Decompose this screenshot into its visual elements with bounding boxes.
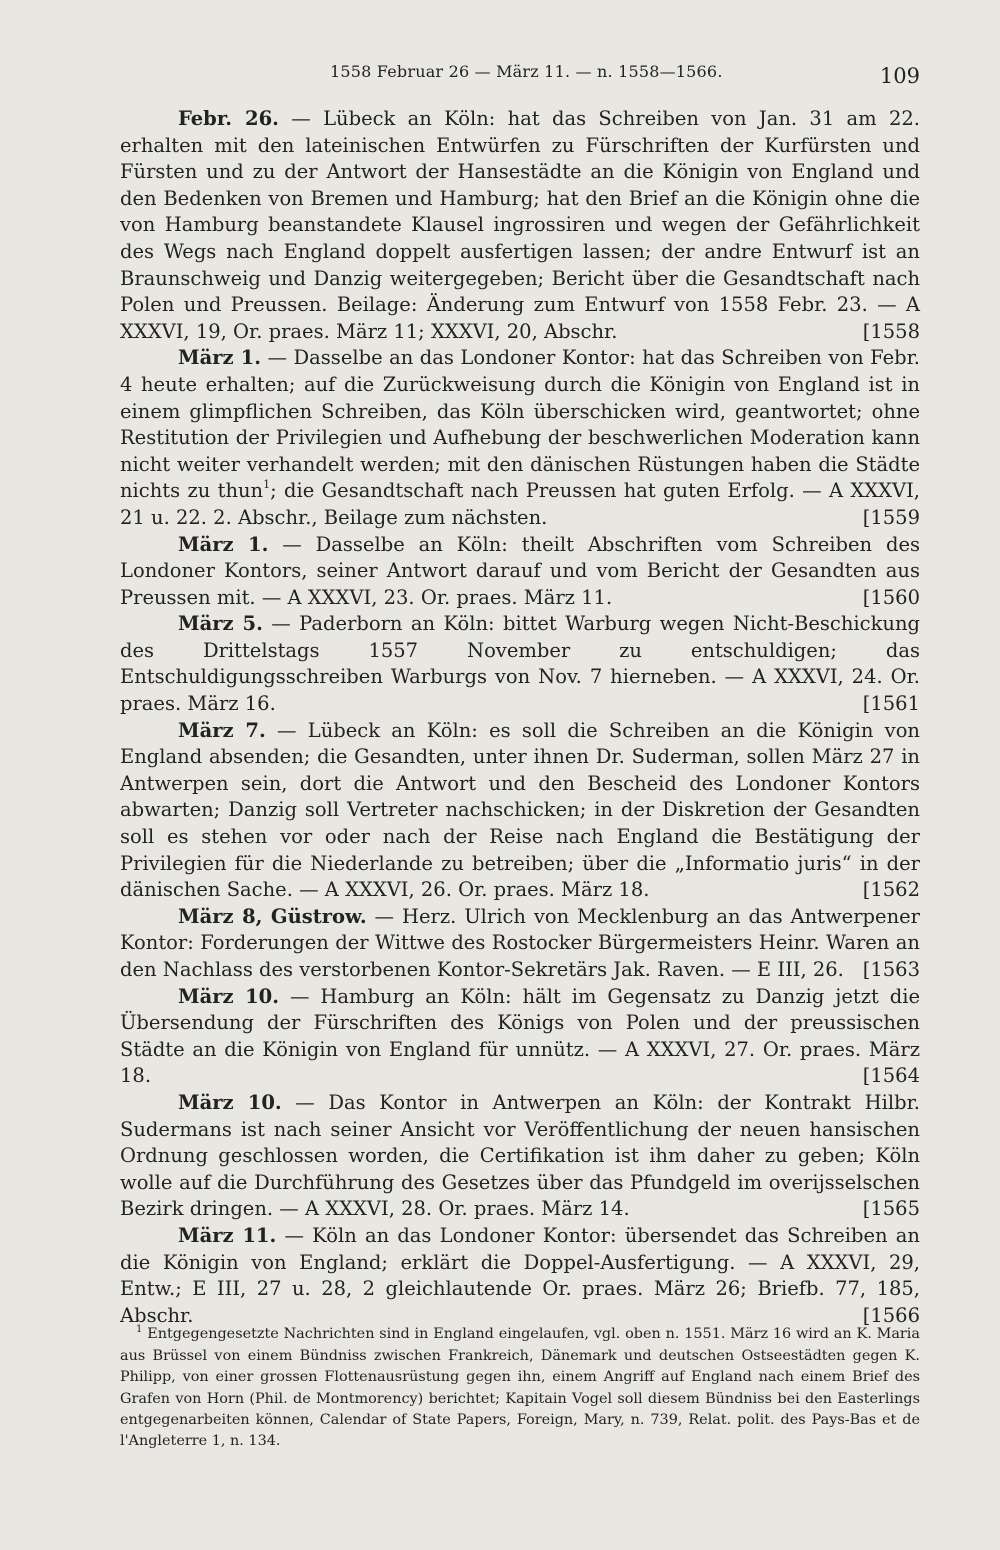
entry-number: [1566 — [862, 1303, 920, 1327]
footnote — [120, 1324, 920, 1452]
entry-text: — Dasselbe an das Londoner Kontor: hat das Schreiben von Febr. 4 heute erhalten; auf die Zurückweisung durch die Königin von England ist in einem glimpflichen Schreiben, das Köln überschicken wird, geantwortet; ohne Restitution der Privilegien und Aufhebung der beschwerlichen Moderation kann nicht weiter verhandelt werden; mit den dänischen Rüstungen haben die Städte nichts zu thun — [120, 346, 921, 503]
entry-1559 — [120, 345, 920, 531]
entry-date: März 5. — [178, 612, 263, 636]
entry-1565 — [120, 1090, 920, 1223]
entry-number: [1561 — [862, 692, 920, 716]
entry-text: — Dasselbe an Köln: theilt Abschriften vom Schreiben des Londoner Kontors, seiner Antwort darauf und vom Bericht der Gesandten aus Preussen mit. — A XXXVI, 23. Or. praes. März 11. — [120, 532, 921, 609]
entry-text: — Lübeck an Köln: es soll die Schreiben an die Königin von England absenden; die Gesandten, unter ihnen Dr. Suderman, sollen März 27 in Antwerpen sein, dort die Antwort und den Bescheid des Londoner Kontors abwarten; Danzig soll Vertreter nachschicken; in der Diskretion der Gesandten soll es stehen vor oder nach der Reise nach England die Bestätigung der Privilegien für die Niederlande zu betreiben; über die „Informatio juris“ in der dänischen Sache. — A XXXVI, 26. Or. praes. März 18. — [120, 718, 920, 902]
entry-text-continued: ; die Gesandtschaft nach Preussen hat guten Erfolg. — A XXXVI, 21 u. 22. 2. Abschr., Beilage zum nächsten. — [120, 479, 920, 529]
entry-text: — Paderborn an Köln: bittet Warburg wegen Nicht-Beschickung des Drittelstags 1557 November zu entschuldigen; das Entschuldigungsschreiben Warburgs von Nov. 7 hierneben. — A XXXVI, 24. Or. praes. März 16. — [120, 612, 920, 716]
page-number: 109 — [879, 64, 920, 88]
entry-text: — Lübeck an Köln: hat das Schreiben von Jan. 31 am 22. erhalten mit den lateinischen Entwürfen zu Fürschriften der Kurfürsten und Fürsten und zu der Antwort der Hansestädte an die Königin von England und den Bedenken von Bremen und Hamburg; hat den Brief an die Königin ohne die von Hamburg beanstandete Klausel ingrossiren und wegen der Gefährlichkeit des Wegs nach England doppelt ausfertigen lassen; der andre Entwurf ist an Braunschweig und Danzig weitergegeben; Bericht über die Gesandtschaft nach Polen und Preussen. Beilage: Änderung zum Entwurf von 1558 Febr. 23. — A XXXVI, 19, Or. praes. März 11; XXXVI, 20, Abschr. — [120, 107, 920, 343]
entry-1566 — [120, 1223, 920, 1329]
entry-1562 — [120, 718, 920, 904]
entry-number: [1564 — [862, 1064, 920, 1088]
entry-date: März 10. — [178, 1090, 282, 1114]
entry-1561 — [120, 611, 920, 717]
page-header — [120, 62, 920, 90]
entry-number: [1560 — [862, 585, 920, 609]
entry-date: Febr. 26. — [178, 107, 279, 130]
footnote-reference: 1 — [263, 478, 271, 492]
entry-date: März 8, Güstrow. — [178, 904, 367, 928]
entry-date: März 10. — [178, 984, 280, 1008]
entry-number: [1565 — [862, 1197, 920, 1221]
entry-1564 — [120, 984, 920, 1090]
entry-text: — Köln an das Londoner Kontor: übersendet das Schreiben an die Königin von England; erklärt die Doppel-Ausfertigung. — A XXXVI, 29, Entw.; E III, 27 u. 28, 2 gleichlautende Or. praes. März 26; Briefb. 77, 185, Abschr. — [120, 1223, 920, 1327]
running-head: 1558 Februar 26 — März 11. — n. 1558—1566. — [330, 62, 723, 81]
footnote-text: Entgegengesetzte Nachrichten sind in England eingelaufen, vgl. oben n. 1551. März 16 wird an K. Maria aus Brüssel von einem Bündniss zwischen Frankreich, Dänemark und deutschen Ostseestädten gegen K. Philipp, von einer grossen Flottenausrüstung gegen ihn, einem Angriff auf England nach einem Brief des Grafen von Horn (Phil. de Montmorency) berichtet; Kapitain Vogel soll diesem Bündniss bei den Easterlings entgegenarbeiten können, Calendar of State Papers, Foreign, Mary, n. 739, Relat. polit. des Pays-Bas et de l'Angleterre 1, n. 134. — [120, 1326, 920, 1450]
entry-date: März 7. — [178, 718, 266, 742]
entry-text: — Herz. Ulrich von Mecklenburg an das Antwerpener Kontor: Forderungen der Wittwe des Rostocker Bürgermeisters Heinr. Waren an den Nachlass des verstorbenen Kontor-Sekretärs Jak. Raven. — E III, 26. — [120, 904, 920, 981]
entry-number: [1563 — [862, 958, 920, 981]
entry-number: [1558 — [862, 319, 920, 343]
entry-1558 — [120, 106, 920, 345]
entry-date: März 11. — [178, 1223, 277, 1247]
entry-1560 — [120, 532, 920, 612]
entry-number: [1559 — [862, 505, 920, 529]
body-text — [120, 106, 920, 1329]
entry-date: März 1. — [178, 346, 262, 370]
entry-number: [1562 — [862, 878, 920, 902]
entry-1563 — [120, 904, 920, 984]
footnote-mark: 1 — [136, 1324, 143, 1336]
entry-text: — Das Kontor in Antwerpen an Köln: der Kontrakt Hilbr. Sudermans ist nach seiner Ansicht vor Veröffentlichung der neuen hansischen Ordnung geschlossen worden, die Certifikation ist ihm daher zu geben; Köln wolle auf die Durchführung des Gesetzes über das Pfundgeld im overijsselschen Bezirk dringen. — A XXXVI, 28. Or. praes. März 14. — [120, 1090, 921, 1221]
entry-text: — Hamburg an Köln: hält im Gegensatz zu Danzig jetzt die Übersendung der Fürschriften des Königs von Polen und der preussischen Städte an die Königin von England für unnütz. — A XXXVI, 27. Or. praes. März 18. — [120, 984, 920, 1088]
entry-date: März 1. — [178, 532, 269, 556]
